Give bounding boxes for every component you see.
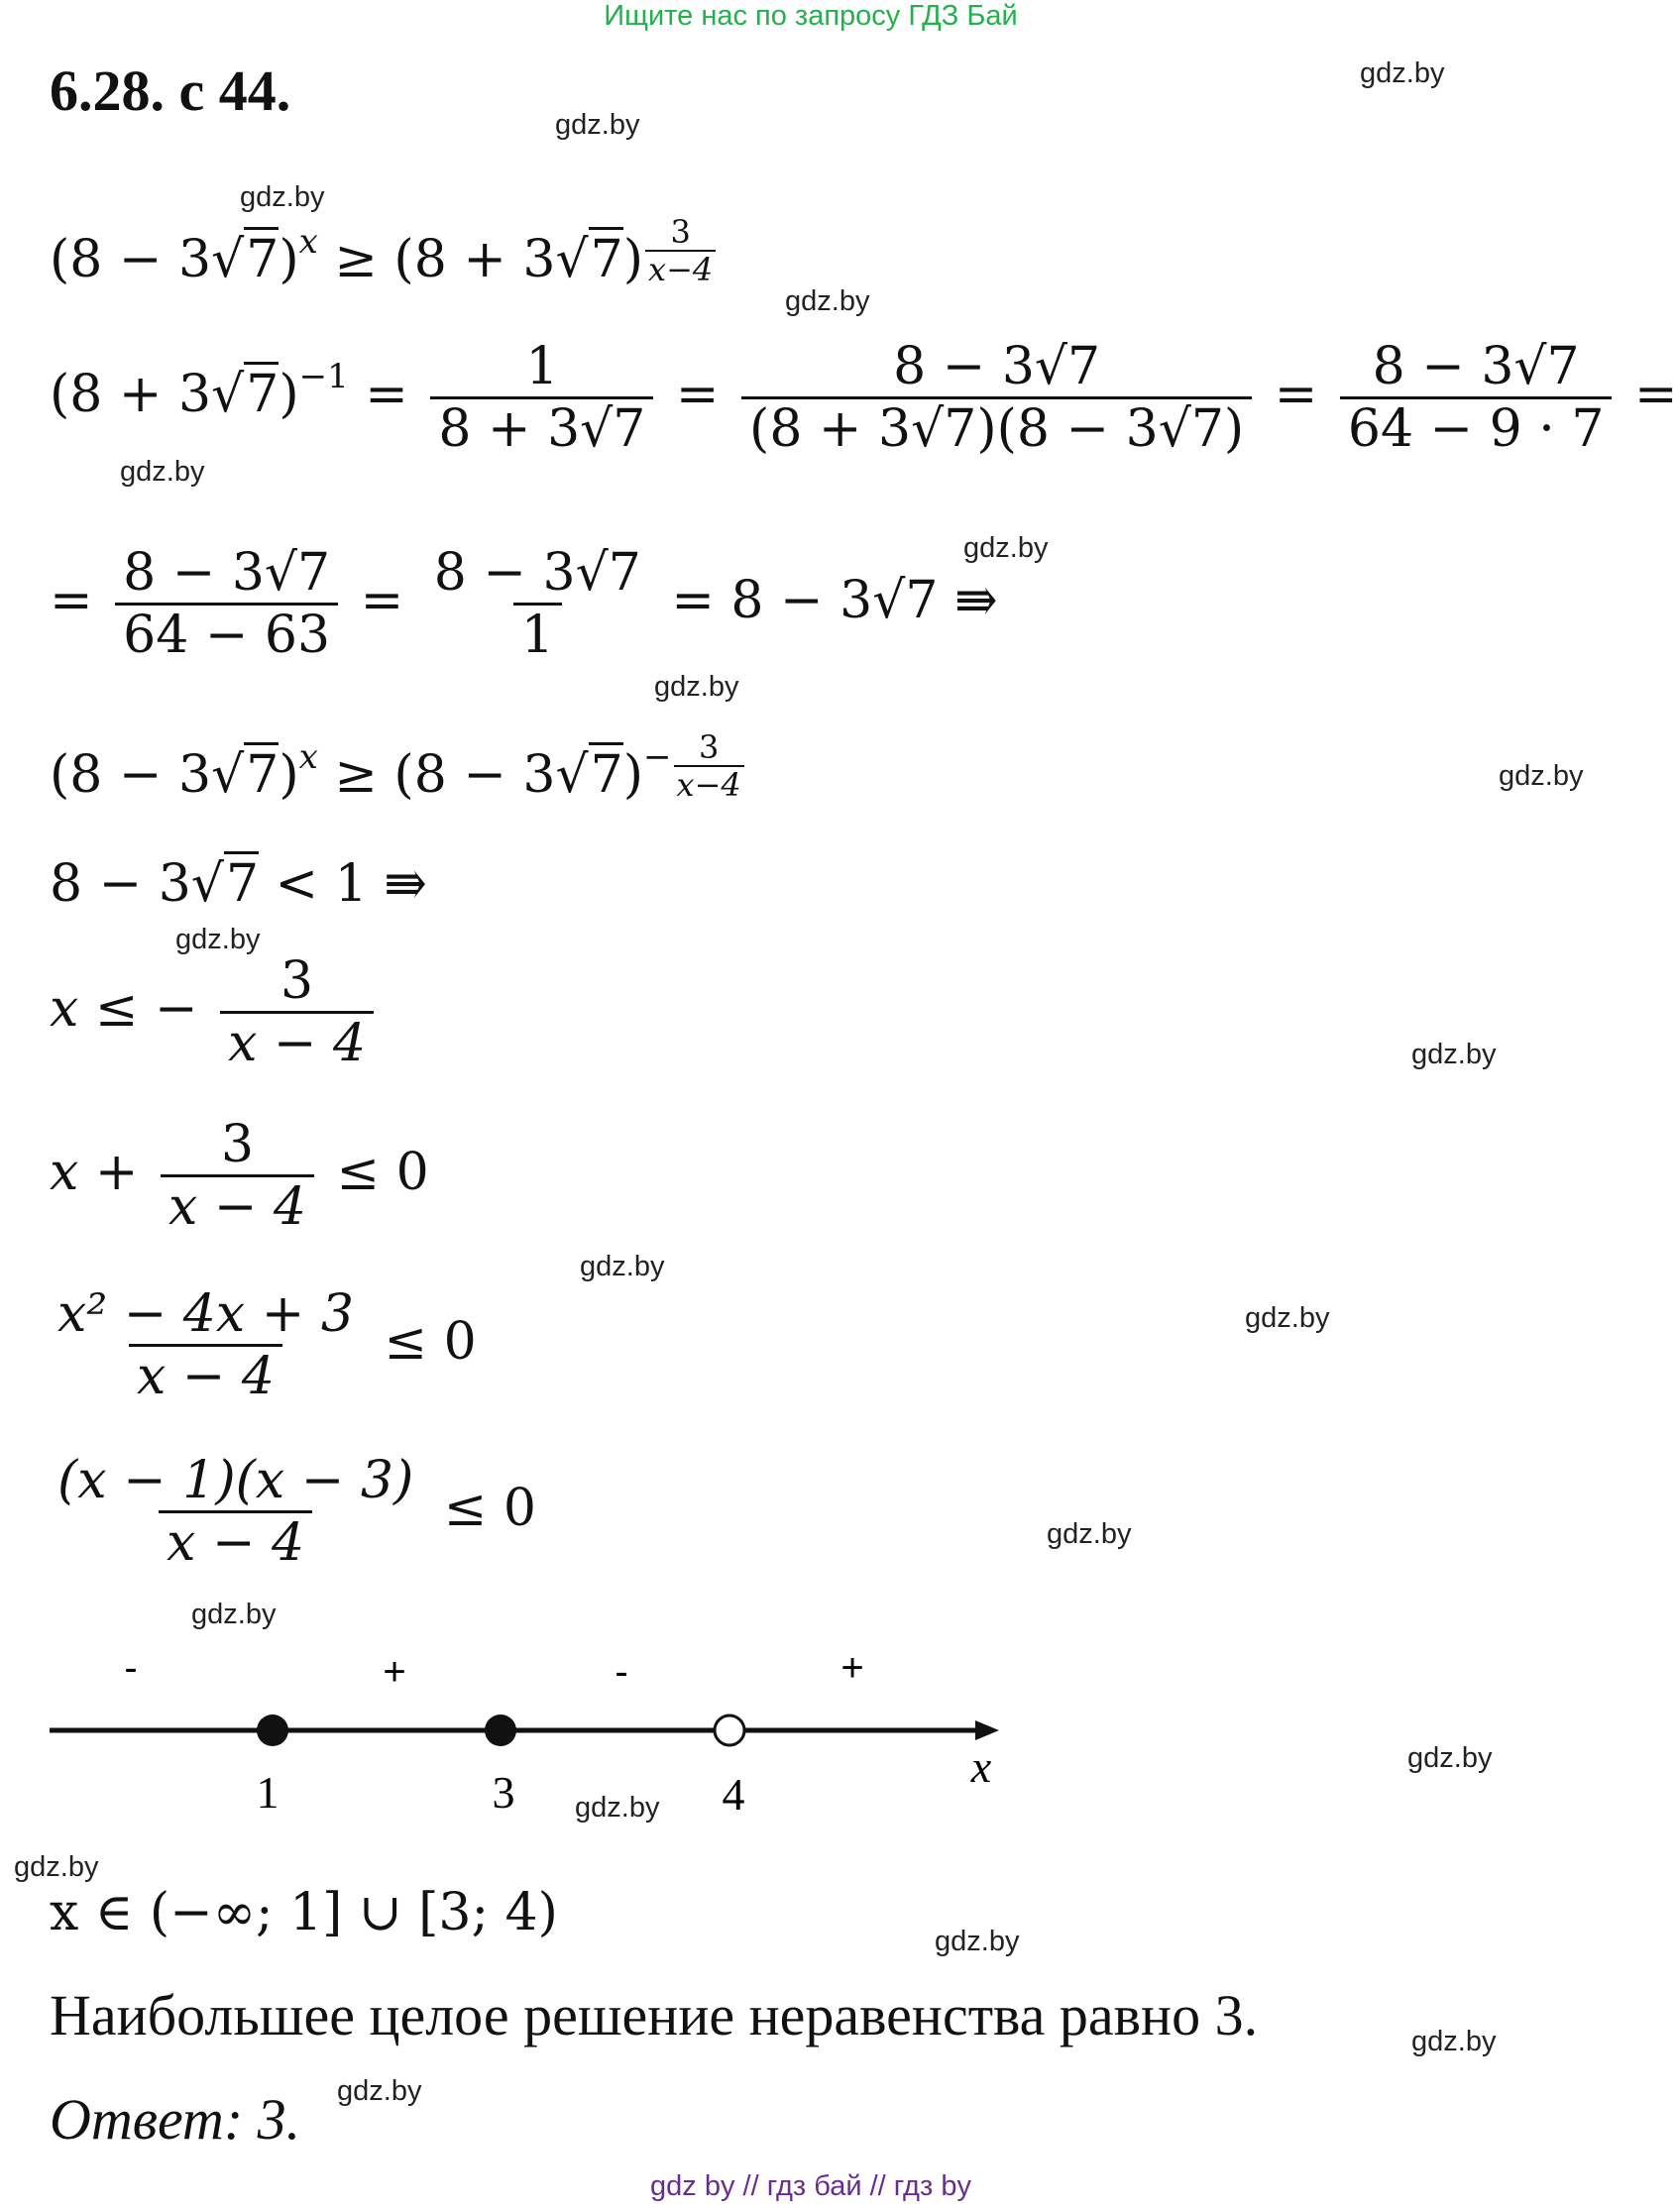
fraction-denominator: x − 4 [220, 1011, 374, 1073]
fraction-denominator: (8 + 3√7)(8 − 3√7) [741, 396, 1252, 459]
math-text: ≤ 0 [443, 1479, 536, 1538]
math-text: ) [622, 745, 644, 805]
math-text: 8 − 3√ [50, 854, 224, 914]
watermark: gdz.by [1411, 2026, 1497, 2057]
radicand: 7 [244, 742, 279, 805]
fraction-denominator: x − 4 [129, 1344, 282, 1406]
inequality-same-base [50, 728, 744, 836]
exponent-denominator: x−4 [645, 250, 716, 287]
watermark: gdz.by [785, 285, 870, 317]
sign-label: - [124, 1646, 138, 1690]
math-text: ≤ 0 [384, 1312, 477, 1372]
math-text: ≥ (8 + 3√ [317, 230, 589, 289]
fraction [430, 337, 653, 459]
equals-sign: = [50, 571, 93, 630]
tick-label: 3 [492, 1767, 515, 1818]
axis-arrow [975, 1720, 999, 1740]
watermark: gdz.by [963, 532, 1049, 564]
radicand: 7 [244, 362, 279, 424]
sign-label: + [383, 1650, 406, 1694]
inequality-original [50, 213, 716, 321]
exponent-fraction [674, 729, 744, 803]
reciprocal-derivation-continued [50, 543, 998, 665]
point-closed [257, 1714, 288, 1746]
fraction [50, 1284, 362, 1406]
equals-sign: = [1633, 365, 1678, 424]
reciprocal-derivation [50, 337, 1678, 459]
equals-sign: = [360, 571, 404, 630]
exponent-numerator: 3 [698, 728, 720, 766]
fraction-numerator: 3 [280, 951, 314, 1011]
point-open [715, 1715, 744, 1745]
exponent-inequality [50, 951, 380, 1073]
equals-sign: = [1274, 365, 1318, 424]
fraction-numerator: x² − 4x + 3 [57, 1284, 354, 1344]
fraction-numerator: 8 − 3√7 [893, 337, 1101, 396]
equals-sign: = [675, 365, 720, 424]
math-text: (8 − 3√ [50, 230, 245, 289]
watermark: gdz.by [555, 109, 640, 141]
fraction-numerator: (x − 1)(x − 3) [57, 1451, 414, 1510]
math-text: < 1 ⇛ [259, 854, 427, 914]
fraction-denominator: 1 [513, 603, 562, 665]
exponent: −1 [298, 357, 349, 396]
equals-sign: = [365, 365, 408, 424]
exponent: x [298, 737, 318, 777]
number-line [0, 1625, 1090, 1843]
axis-label: x [970, 1741, 992, 1792]
math-text: ) [622, 230, 644, 289]
watermark: gdz.by [1360, 57, 1445, 89]
math-text: (8 − 3√ [50, 745, 245, 805]
watermark: gdz.by [337, 2075, 422, 2107]
math-text: ≤ 0 [336, 1143, 429, 1202]
conclusion-sentence: Наибольшее целое решение неравенства равно 3. [50, 1983, 1259, 2047]
combined-fraction-inequality [50, 1284, 477, 1406]
watermark: gdz.by [191, 1599, 277, 1630]
watermark: gdz.by [580, 1251, 665, 1282]
watermark: gdz.by [1407, 1742, 1493, 1774]
fraction [741, 337, 1252, 459]
exponent-denominator: x−4 [674, 765, 744, 803]
math-text: = 8 − 3√7 ⇛ [671, 571, 998, 630]
exponent: x [298, 222, 318, 262]
math-text: ≥ (8 − 3√ [317, 745, 589, 805]
fraction-numerator: 3 [220, 1115, 255, 1174]
math-text: ) [279, 230, 299, 289]
base-comparison [50, 854, 427, 914]
math-text: (8 + 3√ [50, 365, 245, 424]
moved-inequality [50, 1115, 429, 1237]
sign-label: + [840, 1646, 864, 1690]
math-text: x ≤ − [50, 979, 198, 1039]
math-text: x + [50, 1143, 139, 1202]
fraction-denominator: 64 − 9 · 7 [1340, 396, 1613, 459]
fraction-numerator: 8 − 3√7 [433, 543, 641, 603]
factored-inequality [50, 1451, 536, 1573]
watermark: gdz.by [14, 1851, 99, 1883]
top-banner[interactable]: Ищите нас по запросу ГДЗ Бай [604, 0, 1018, 32]
watermark: gdz.by [935, 1926, 1020, 1957]
radicand: 7 [589, 742, 623, 805]
exponent-sign: − [643, 737, 672, 777]
fraction [1340, 337, 1613, 459]
fraction [161, 1115, 314, 1237]
watermark: gdz.by [1245, 1302, 1330, 1334]
fraction [115, 543, 338, 665]
fraction [220, 951, 374, 1073]
answer-line: Ответ: 3. [50, 2087, 301, 2152]
point-closed [485, 1714, 516, 1746]
tick-label: 1 [256, 1767, 280, 1818]
watermark: gdz.by [575, 1792, 660, 1824]
fraction-numerator: 1 [525, 337, 559, 396]
radicand: 7 [224, 851, 259, 914]
watermark: gdz.by [120, 456, 205, 488]
fraction [50, 1451, 421, 1573]
fraction-denominator: 64 − 63 [115, 603, 338, 665]
watermark: gdz.by [654, 671, 739, 703]
watermark: gdz.by [1047, 1518, 1132, 1550]
radicand: 7 [589, 227, 623, 289]
solution-set: x ∈ (−∞; 1] ∪ [3; 4) [50, 1883, 558, 1942]
fraction-denominator: 8 + 3√7 [430, 396, 653, 459]
problem-title: 6.28. с 44. [50, 58, 291, 123]
fraction [426, 543, 649, 665]
fraction-denominator: x − 4 [161, 1174, 314, 1237]
tick-label: 4 [722, 1769, 745, 1820]
watermark: gdz.by [240, 181, 325, 213]
fraction-numerator: 8 − 3√7 [1372, 337, 1580, 396]
watermark: gdz.by [1411, 1039, 1497, 1070]
exponent-fraction [645, 214, 716, 287]
watermark: gdz.by [1499, 760, 1584, 792]
watermark: gdz.by [175, 924, 261, 955]
exponent-numerator: 3 [670, 213, 691, 251]
footer-links[interactable]: gdz by // гдз бай // гдз by [650, 2170, 971, 2202]
math-text: ) [279, 365, 299, 424]
radicand: 7 [244, 227, 279, 289]
sign-label: - [615, 1650, 628, 1694]
fraction-denominator: x − 4 [159, 1510, 312, 1573]
math-text: ) [279, 745, 299, 805]
fraction-numerator: 8 − 3√7 [123, 543, 331, 603]
